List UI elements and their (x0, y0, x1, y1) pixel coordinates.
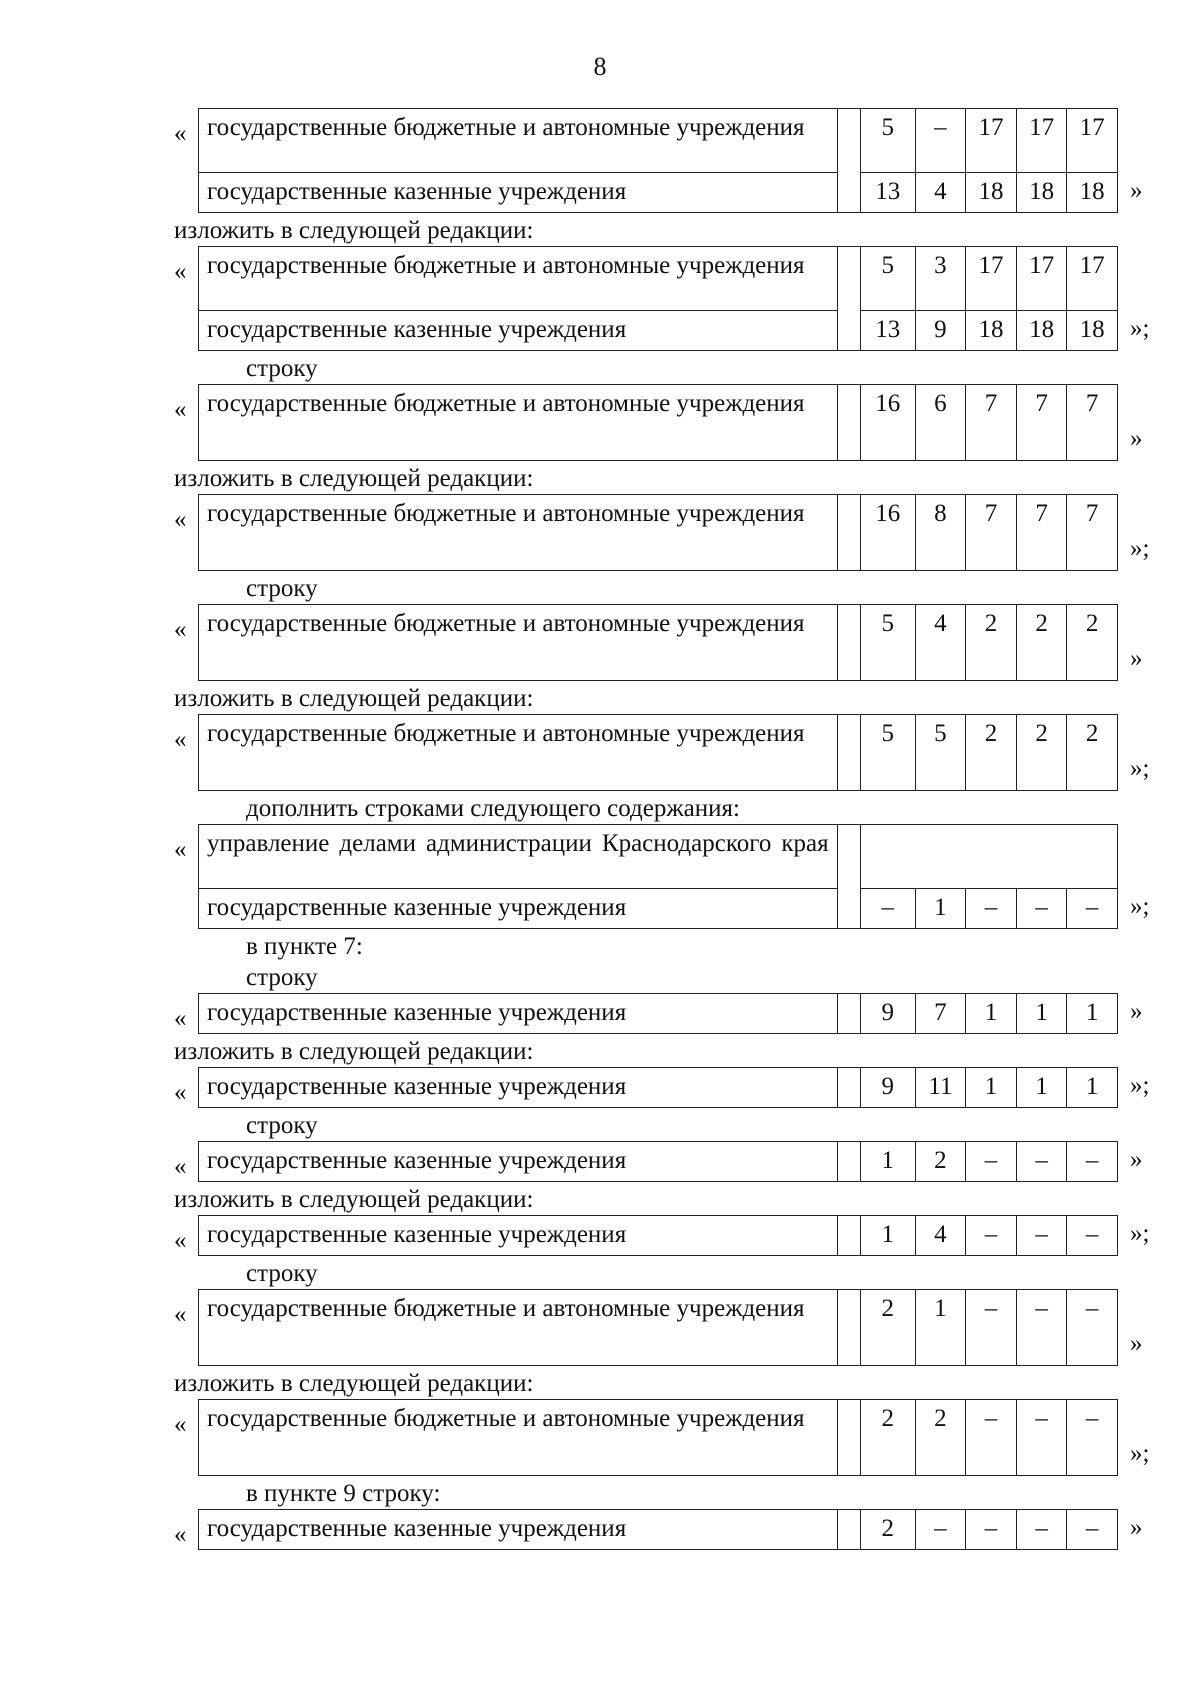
value-cell: 17 (966, 247, 1017, 311)
amendment-instruction: изложить в следующей редакции: (174, 217, 534, 244)
opening-quote: « (174, 616, 187, 643)
opening-quote: « (174, 1005, 187, 1032)
row-label: государственные бюджетные и автономные учреждения (199, 109, 838, 173)
table-row (199, 109, 1118, 173)
table-row (199, 605, 1118, 681)
amendment-instruction: строку (246, 964, 318, 991)
value-cell: 2 (1067, 605, 1118, 681)
value-cell: – (1067, 1510, 1118, 1550)
value-cell: 9 (860, 1068, 915, 1108)
closing-quote: » (1130, 1146, 1143, 1173)
amendment-instruction: строку (246, 355, 318, 382)
value-cell: 9 (915, 311, 966, 351)
value-cell: 1 (860, 1216, 915, 1256)
value-cell: 11 (915, 1068, 966, 1108)
value-cell: – (966, 1216, 1017, 1256)
value-cell: 2 (1016, 605, 1067, 681)
value-cell: 7 (966, 495, 1017, 571)
row-label: государственные бюджетные и автономные учреждения (199, 385, 838, 461)
value-cell: – (1016, 1142, 1067, 1182)
value-cell: 2 (1016, 715, 1067, 791)
table-row (199, 889, 1118, 929)
amendment-table (198, 1399, 1118, 1476)
amendment-table (198, 714, 1118, 791)
opening-quote: « (174, 726, 187, 753)
closing-quote: »; (1130, 1220, 1150, 1247)
amendment-table-block (174, 384, 1154, 461)
value-cell: 17 (966, 109, 1017, 173)
value-cell: 5 (860, 247, 915, 311)
amendment-table-block (174, 1141, 1154, 1182)
amendment-table (198, 1067, 1118, 1108)
amendment-table (198, 108, 1118, 213)
closing-quote: » (1130, 645, 1143, 672)
closing-quote: »; (1130, 755, 1150, 782)
value-cell: 2 (860, 1290, 915, 1366)
value-cell: – (860, 889, 915, 929)
value-cell: 1 (915, 889, 966, 929)
value-cell: 1 (966, 1068, 1017, 1108)
opening-quote: « (174, 836, 187, 863)
amendment-instruction: строку (246, 1112, 318, 1139)
row-label: государственные бюджетные и автономные учреждения (199, 715, 838, 791)
value-cell: 7 (1067, 495, 1118, 571)
closing-quote: » (1130, 425, 1143, 452)
value-cell: – (966, 1142, 1017, 1182)
value-cell: 6 (915, 385, 966, 461)
value-cell: – (1016, 1216, 1067, 1256)
spacer-column (837, 495, 860, 571)
value-cell: – (1067, 1142, 1118, 1182)
spacer-column (837, 605, 860, 681)
amendment-table-block (174, 494, 1154, 571)
value-cell: – (966, 1510, 1017, 1550)
amendment-table-block (174, 604, 1154, 681)
value-cell: 16 (860, 385, 915, 461)
value-cell: – (915, 109, 966, 173)
value-cell: – (1016, 889, 1067, 929)
value-cell: 1 (966, 994, 1017, 1034)
closing-quote: » (1130, 1330, 1143, 1357)
row-label: государственные казенные учреждения (199, 311, 838, 351)
amendment-table-block (174, 246, 1154, 351)
document-body (174, 108, 1154, 1552)
amendment-table (198, 1141, 1118, 1182)
amendment-table (198, 1509, 1118, 1550)
amendment-instruction: изложить в следующей редакции: (174, 1038, 534, 1065)
row-label: государственные бюджетные и автономные учреждения (199, 1400, 838, 1476)
value-cell: – (915, 1510, 966, 1550)
value-cell: 2 (1067, 715, 1118, 791)
amendment-table-block (174, 714, 1154, 791)
opening-quote: « (174, 1153, 187, 1180)
value-cell: 18 (1016, 173, 1067, 213)
spacer-column (837, 1142, 860, 1182)
amendment-table (198, 993, 1118, 1034)
amendment-table-block (174, 108, 1154, 213)
amendment-table-block (174, 824, 1154, 929)
value-cell: 2 (915, 1142, 966, 1182)
table-row (199, 715, 1118, 791)
opening-quote: « (174, 506, 187, 533)
value-cell: 5 (860, 715, 915, 791)
opening-quote: « (174, 1227, 187, 1254)
value-cell: 13 (860, 311, 915, 351)
amendment-table-block (174, 1399, 1154, 1476)
value-cell: 1 (860, 1142, 915, 1182)
value-cell: 9 (860, 994, 915, 1034)
value-cell: 7 (1016, 495, 1067, 571)
spacer-column (837, 825, 860, 929)
amendment-instruction: в пункте 7: (246, 933, 363, 960)
value-cell: 17 (1067, 247, 1118, 311)
value-cell: 2 (966, 605, 1017, 681)
value-cell: – (1067, 1290, 1118, 1366)
value-cell: 18 (1067, 173, 1118, 213)
row-label: государственные казенные учреждения (199, 1216, 838, 1256)
value-cell: 2 (860, 1400, 915, 1476)
table-row (199, 247, 1118, 311)
value-cell: 1 (1016, 1068, 1067, 1108)
spacer-column (837, 385, 860, 461)
amendment-table-block (174, 993, 1154, 1034)
table-row (199, 1510, 1118, 1550)
amendment-table-block (174, 1067, 1154, 1108)
value-cell: 13 (860, 173, 915, 213)
amendment-table (198, 246, 1118, 351)
spacer-column (837, 1068, 860, 1108)
value-cell: 8 (915, 495, 966, 571)
amendment-instruction: дополнить строками следующего содержания: (246, 795, 740, 822)
amendment-table-block (174, 1289, 1154, 1366)
table-row (199, 1068, 1118, 1108)
amendment-table (198, 604, 1118, 681)
table-row (199, 495, 1118, 571)
table-row (199, 311, 1118, 351)
value-cell: – (966, 889, 1017, 929)
row-label: государственные казенные учреждения (199, 173, 838, 213)
closing-quote: »; (1130, 1440, 1150, 1467)
row-label: государственные казенные учреждения (199, 1068, 838, 1108)
value-cell: – (1067, 889, 1118, 929)
value-cell: – (966, 1400, 1017, 1476)
row-label: государственные казенные учреждения (199, 1142, 838, 1182)
value-cell: 1 (1067, 994, 1118, 1034)
table-row (199, 825, 1118, 889)
value-cell: 4 (915, 605, 966, 681)
closing-quote: »; (1130, 535, 1150, 562)
amendment-instruction: изложить в следующей редакции: (174, 685, 534, 712)
amendment-table-block (174, 1215, 1154, 1256)
opening-quote: « (174, 1411, 187, 1438)
amendment-table-block (174, 1509, 1154, 1550)
amendment-instruction: изложить в следующей редакции: (174, 465, 534, 492)
value-cell: – (966, 1290, 1017, 1366)
table-row (199, 1142, 1118, 1182)
spacer-column (837, 1400, 860, 1476)
value-cell: 1 (1016, 994, 1067, 1034)
row-label: управление делами администрации Краснодарского края (199, 825, 838, 889)
table-row (199, 1216, 1118, 1256)
value-cell: 3 (915, 247, 966, 311)
spacer-column (837, 1216, 860, 1256)
spacer-column (837, 715, 860, 791)
value-cell: 2 (915, 1400, 966, 1476)
closing-quote: »; (1130, 315, 1150, 342)
value-cell: – (1016, 1400, 1067, 1476)
opening-quote: « (174, 1301, 187, 1328)
amendment-instruction: изложить в следующей редакции: (174, 1186, 534, 1213)
value-cell: 17 (1016, 109, 1067, 173)
value-cell: 18 (1016, 311, 1067, 351)
value-cell: 2 (860, 1510, 915, 1550)
spacer-column (837, 109, 860, 213)
value-cell: 2 (966, 715, 1017, 791)
amendment-table (198, 1289, 1118, 1366)
value-cell: 18 (1067, 311, 1118, 351)
spacer-column (837, 1290, 860, 1366)
opening-quote: « (174, 396, 187, 423)
table-row (199, 173, 1118, 213)
closing-quote: » (1130, 177, 1143, 204)
value-cell: 5 (915, 715, 966, 791)
value-cell: 1 (915, 1290, 966, 1366)
amendment-table (198, 824, 1118, 929)
value-cell: 17 (1016, 247, 1067, 311)
value-cell: 5 (860, 109, 915, 173)
row-label: государственные казенные учреждения (199, 889, 838, 929)
value-cell: 18 (966, 173, 1017, 213)
spacer-column (837, 994, 860, 1034)
closing-quote: »; (1130, 893, 1150, 920)
row-label: государственные казенные учреждения (199, 994, 838, 1034)
opening-quote: « (174, 1079, 187, 1106)
amendment-instruction: строку (246, 1260, 318, 1287)
closing-quote: » (1130, 1514, 1143, 1541)
row-label: государственные бюджетные и автономные учреждения (199, 605, 838, 681)
amendment-instruction: строку (246, 575, 318, 602)
value-cell: 7 (915, 994, 966, 1034)
opening-quote: « (174, 120, 187, 147)
table-row (199, 1400, 1118, 1476)
value-cell: 5 (860, 605, 915, 681)
value-cell: 4 (915, 173, 966, 213)
amendment-instruction: изложить в следующей редакции: (174, 1370, 534, 1397)
opening-quote: « (174, 258, 187, 285)
value-cell: – (1016, 1510, 1067, 1550)
amendment-table (198, 494, 1118, 571)
value-cell: 17 (1067, 109, 1118, 173)
value-cell: 7 (1016, 385, 1067, 461)
closing-quote: »; (1130, 1072, 1150, 1099)
value-cell: 7 (966, 385, 1017, 461)
row-label: государственные бюджетные и автономные учреждения (199, 495, 838, 571)
empty-value-cell (860, 825, 1117, 889)
value-cell: 4 (915, 1216, 966, 1256)
value-cell: – (1067, 1216, 1118, 1256)
spacer-column (837, 247, 860, 351)
row-label: государственные бюджетные и автономные учреждения (199, 247, 838, 311)
value-cell: – (1067, 1400, 1118, 1476)
amendment-table (198, 384, 1118, 461)
value-cell: 7 (1067, 385, 1118, 461)
value-cell: 1 (1067, 1068, 1118, 1108)
value-cell: 18 (966, 311, 1017, 351)
value-cell: 16 (860, 495, 915, 571)
table-row (199, 1290, 1118, 1366)
opening-quote: « (174, 1521, 187, 1548)
row-label: государственные бюджетные и автономные учреждения (199, 1290, 838, 1366)
table-row (199, 385, 1118, 461)
closing-quote: » (1130, 998, 1143, 1025)
page-number: 8 (593, 52, 607, 81)
amendment-table (198, 1215, 1118, 1256)
value-cell: – (1016, 1290, 1067, 1366)
table-row (199, 994, 1118, 1034)
row-label: государственные казенные учреждения (199, 1510, 838, 1550)
amendment-instruction: в пункте 9 строку: (246, 1480, 441, 1507)
spacer-column (837, 1510, 860, 1550)
